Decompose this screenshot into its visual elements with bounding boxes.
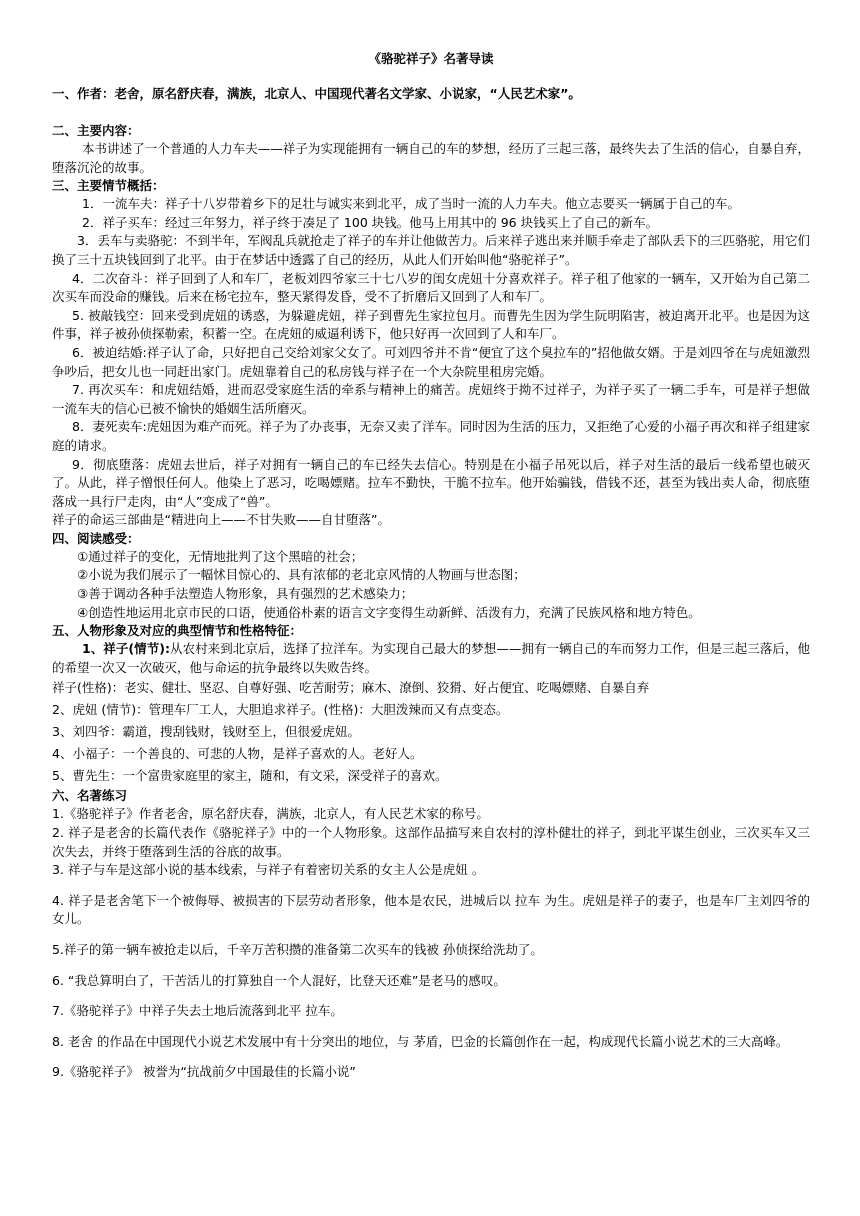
fate-summary: 祥子的命运三部曲是“精进向上——不甘失败——自甘堕落”。 bbox=[52, 512, 390, 528]
spacer bbox=[52, 929, 810, 941]
exercise-item: 4. 祥子是老舍笔下一个被侮辱、被损害的下层劳动者形象，他本是农民，进城后以 拉车 为生。虎妞是祥子的妻子，也是车厂主刘四爷的女儿。 bbox=[52, 892, 810, 927]
section-exercises-heading: 六、名著练习 bbox=[52, 788, 128, 804]
spacer bbox=[52, 1051, 810, 1063]
plot-item: 5. 被敲钱空：回来受到虎妞的诱惑，为躲避虎妞，祥子到曹先生家拉包月。而曹先生因为学生阮明陷害，被迫离开北平。也是因为这件事，祥子被孙侦探勒索，积蓄一空。在虎妞的威逼利诱下，他只好再一次回到了人和车厂。 bbox=[52, 307, 810, 342]
exercise-item: 1.《骆驼祥子》作者老舍，原名舒庆春，满族，北京人，有人民艺术家的称号。 bbox=[52, 806, 489, 822]
plot-item: 2．祥子买车：经过三年努力，祥子终于凑足了 100 块钱。他马上用其中的 96 块钱买上了自己的新车。 bbox=[82, 214, 659, 230]
section-plot-heading: 三、主要情节概括： bbox=[52, 178, 165, 194]
feeling-item: ④创造性地运用北京市民的口语，使通俗朴素的语言文字变得生动新鲜、活泼有力，充满了民族风格和地方特色。 bbox=[77, 604, 701, 620]
section-author: 一、作者：老舍，原名舒庆春，满族，北京人、中国现代著名文学家、小说家，“人民艺术家”。 bbox=[52, 86, 581, 101]
spacer bbox=[52, 880, 810, 892]
plot-item: 6．被迫结婚:祥子认了命，只好把自己交给刘家父女了。可刘四爷并不肯“便宜了这个臭拉车的”招他做女婿。于是刘四爷在与虎妞激烈争吵后，把女儿也一同赶出家门。虎妞靠着自己的私房钱与祥子在一个大杂院里租房完婚。 bbox=[52, 344, 810, 379]
character-xiaofuzi: 4、小福子：一个善良的、可悲的人物，是祥子喜欢的人。老好人。 bbox=[52, 746, 423, 762]
feeling-item: ③善于调动各种手法塑造人物形象，具有强烈的艺术感染力； bbox=[77, 586, 414, 602]
spacer bbox=[52, 960, 810, 972]
character-huniu: 2、虎妞 (情节)：管理车厂工人，大胆追求祥子。(性格)：大胆泼辣而又有点变态。 bbox=[52, 702, 509, 718]
character-liusiye: 3、刘四爷：霸道，搜刮钱财，钱财至上，但很爱虎妞。 bbox=[52, 724, 360, 740]
plot-item: 7. 再次买车：和虎妞结婚，进而忍受家庭生活的牵系与精神上的痛苦。虎妞终于拗不过祥子，为祥子买了一辆二手车，可是祥子想做一流车夫的信心已被不愉快的婚姻生活所磨灭。 bbox=[52, 382, 810, 416]
exercise-item: 3. 祥子与车是这部小说的基本线索，与祥子有着密切关系的女主人公是虎妞 。 bbox=[52, 862, 485, 878]
character-xiangzi-label: 1、祥子(情节): bbox=[82, 641, 170, 657]
exercise-item: 2. 祥子是老舍的长篇代表作《骆驼祥子》中的一个人物形象。这部作品描写来自农村的淳朴健壮的祥子，到北平谋生创业，三次买车又三次失去，并终于堕落到生活的谷底的故事。 bbox=[52, 825, 810, 859]
main-content-text: 本书讲述了一个普通的人力车夫——祥子为实现能拥有一辆自己的车的梦想，经历了三起三落，最终失去了生活的信心，自暴自弃，堕落沉沦的故事。 bbox=[52, 141, 810, 175]
plot-item: 8．妻死卖车:虎妞因为难产而死。祥子为了办丧事，无奈又卖了洋车。同时因为生活的压力，又拒绝了心爱的小福子再次和祥子组建家庭的请求。 bbox=[52, 419, 810, 453]
document-page bbox=[52, 50, 810, 1082]
plot-item: 4．二次奋斗：祥子回到了人和车厂，老板刘四爷家三十七八岁的闺女虎妞十分喜欢祥子。祥子租了他家的一辆车，又开始为自己第二次买车而没命的赚钱。后来在杨宅拉车，整天紧得发昏，受不了折磨后又回到了人和车厂。 bbox=[52, 270, 810, 305]
character-xiangzi-plot-text: 从农村来到北京后，选择了拉洋车。为实现自己最大的梦想——拥有一辆自己的车而努力工作，但是三起三落后，他的希望一次又一次破灭，他与命运的抗争最终以失败告终。 bbox=[52, 641, 810, 675]
spacer bbox=[52, 103, 810, 122]
character-caoxiansheng: 5、曹先生：一个富贵家庭里的家主，随和，有文采，深受祥子的喜欢。 bbox=[52, 768, 448, 784]
section-characters-heading: 五、人物形象及对应的典型情节和性格特征： bbox=[52, 623, 303, 639]
exercise-item: 5.祥子的第一辆车被抢走以后，千辛万苦积攒的准备第二次买车的钱被 孙侦探给洗劫了。 bbox=[52, 942, 543, 957]
plot-item: 3．丢车与卖骆驼：不到半年，军阀乱兵就抢走了祥子的车并让他做苦力。后来祥子逃出来并顺手牵走了部队丢下的三匹骆驼，用它们换了三十五块钱回到了北平。由于在梦话中透露了自己的经历，从此人们开始叫他“骆驼祥子”。 bbox=[52, 233, 810, 267]
exercise-item: 9.《骆驼祥子》 被誉为“抗战前夕中国最佳的长篇小说” bbox=[52, 1064, 356, 1080]
feeling-item: ②小说为我们展示了一幅怵目惊心的、具有浓郁的老北京风情的人物画与世态图； bbox=[77, 567, 526, 583]
character-xiangzi-plot bbox=[52, 640, 810, 677]
exercise-item: 8. 老舍 的作品在中国现代小说艺术发展中有十分突出的地位，与 茅盾，巴金的长篇创作在一起，构成现代长篇小说艺术的三大高峰。 bbox=[52, 1033, 789, 1049]
section-main-content-heading: 二、主要内容： bbox=[52, 123, 140, 138]
document-title: 《骆驼祥子》名著导读 bbox=[368, 51, 494, 66]
character-xiangzi-traits: 祥子(性格)：老实、健壮、坚忍、自尊好强、吃苦耐劳；麻木、潦倒、狡猾、好占便宜、吃喝嫖赌、自暴自弃 bbox=[52, 680, 650, 696]
plot-item: 9．彻底堕落：虎妞去世后，祥子对拥有一辆自己的车已经失去信心。特别是在小福子吊死以后，祥子对生活的最后一线希望也破灭了。从此，祥子憎恨任何人。他染上了恶习，吃喝嫖赌。拉车不勤快，干脆不拉车。他开始骗钱，借钱不还，甚至为钱出卖人命，彻底堕落成一具行尸走肉，由“人”变成了“兽”。 bbox=[52, 456, 810, 509]
exercise-item: 7.《骆驼祥子》中祥子失去土地后流落到北平 拉车。 bbox=[52, 1003, 343, 1019]
plot-item: 1．一流车夫：祥子十八岁带着乡下的足壮与诚实来到北平，成了当时一流的人力车夫。他立志要买一辆属于自己的车。 bbox=[82, 196, 740, 212]
feeling-item: ①通过祥子的变化，无情地批判了这个黑暗的社会； bbox=[77, 548, 364, 564]
exercise-item: 6. “我总算明白了，干苦活儿的打算独自一个人混好，比登天还难”是老马的感叹。 bbox=[52, 972, 506, 988]
spacer bbox=[52, 1021, 810, 1033]
section-feelings-heading: 四、阅读感受： bbox=[52, 530, 140, 546]
spacer bbox=[52, 990, 810, 1002]
